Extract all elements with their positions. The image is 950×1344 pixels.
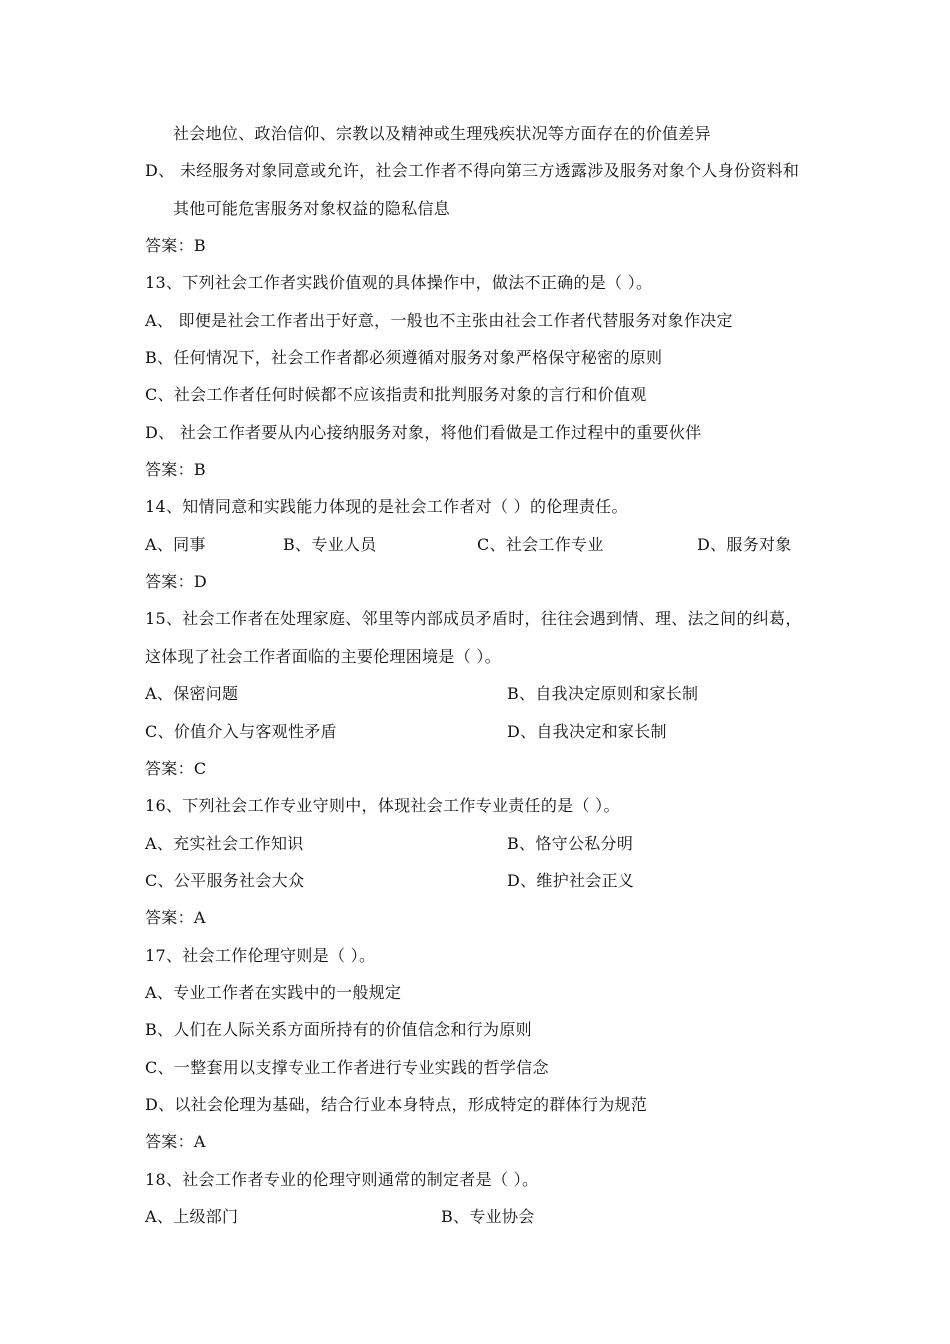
option-a: A、保密问题 (145, 684, 239, 703)
option-line: A、专业工作者在实践中的一般规定 (145, 983, 402, 1002)
answer-line: 答案：B (145, 460, 206, 479)
option-line: C、一整套用以支撑专业工作者进行专业实践的哲学信念 (145, 1058, 549, 1077)
text-line: 这体现了社会工作者面临的主要伦理困境是（ ）。 (145, 647, 501, 666)
option-b: B、专业协会 (441, 1207, 535, 1226)
question-16: 16、下列社会工作专业守则中，体现社会工作专业责任的是（ ）。 (145, 796, 620, 815)
option-line: D、以社会伦理为基础，结合行业本身特点，形成特定的群体行为规范 (145, 1095, 648, 1114)
option-line: D、 社会工作者要从内心接纳服务对象，将他们看做是工作过程中的重要伙伴 (145, 423, 702, 442)
option-b: B、专业人员 (283, 535, 377, 554)
question-13: 13、下列社会工作者实践价值观的具体操作中，做法不正确的是（ ）。 (145, 273, 653, 292)
question-14: 14、知情同意和实践能力体现的是社会工作者对（ ）的伦理责任。 (145, 497, 628, 516)
answer-line: 答案：D (145, 572, 208, 591)
option-line: C、社会工作者任何时候都不应该指责和批判服务对象的言行和价值观 (145, 385, 647, 404)
answer-line: 答案：C (145, 759, 207, 778)
option-b: B、恪守公私分明 (507, 834, 634, 853)
answer-line: 答案：A (145, 1132, 206, 1151)
text-line: D、 未经服务对象同意或允许，社会工作者不得向第三方透露涉及服务对象个人身份资料和 (145, 161, 800, 180)
option-d: D、维护社会正义 (507, 871, 635, 890)
option-c: C、价值介入与客观性矛盾 (145, 722, 337, 741)
option-a: A、充实社会工作知识 (145, 834, 304, 853)
question-18: 18、社会工作者专业的伦理守则通常的制定者是（ ）。 (145, 1170, 539, 1189)
option-d: D、服务对象 (697, 535, 792, 554)
text-line: 其他可能危害服务对象权益的隐私信息 (173, 199, 451, 218)
question-17: 17、社会工作伦理守则是（ ）。 (145, 946, 376, 965)
option-line: B、人们在人际关系方面所持有的价值信念和行为原则 (145, 1020, 532, 1039)
option-b: B、自我决定原则和家长制 (507, 684, 699, 703)
option-c: C、公平服务社会大众 (145, 871, 305, 890)
option-d: D、自我决定和家长制 (507, 722, 667, 741)
option-line: B、任何情况下，社会工作者都必须遵循对服务对象严格保守秘密的原则 (145, 348, 663, 367)
answer-line: 答案：B (145, 236, 206, 255)
option-a: A、同事 (145, 535, 206, 554)
option-line: A、 即便是社会工作者出于好意，一般也不主张由社会工作者代替服务对象作决定 (145, 311, 733, 330)
answer-line: 答案：A (145, 908, 206, 927)
text-line: 社会地位、政治信仰、宗教以及精神或生理残疾状况等方面存在的价值差异 (173, 124, 711, 143)
option-c: C、社会工作专业 (477, 535, 604, 554)
option-a: A、上级部门 (145, 1207, 239, 1226)
question-15: 15、社会工作者在处理家庭、邻里等内部成员矛盾时，往往会遇到情、理、法之间的纠葛， (145, 609, 802, 628)
